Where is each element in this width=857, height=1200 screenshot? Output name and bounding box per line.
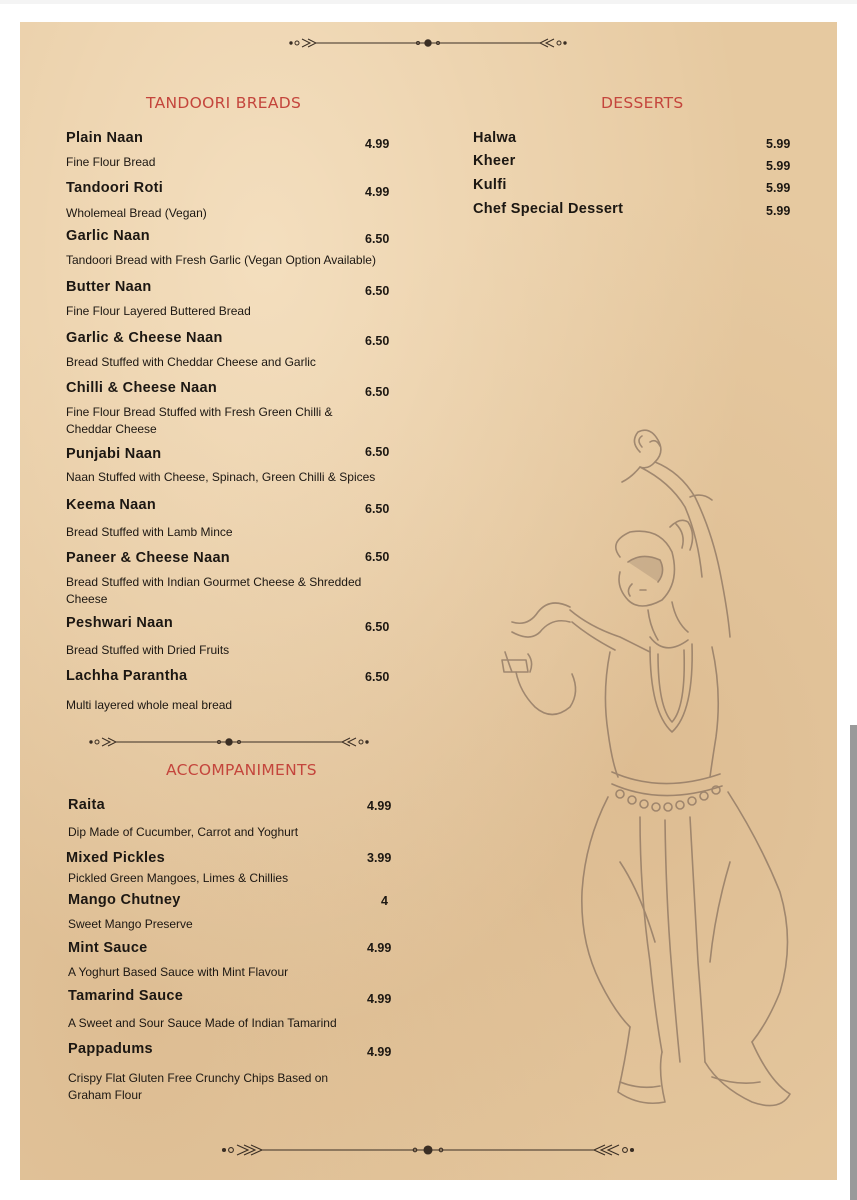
item-name: Chilli & Cheese Naan xyxy=(66,380,218,396)
top-page-edge xyxy=(0,0,857,4)
item-description: Fine Flour Bread xyxy=(66,155,156,169)
item-name: Keema Naan xyxy=(66,497,157,513)
item-price: 5.99 xyxy=(766,181,791,195)
item-price: 6.50 xyxy=(365,334,390,348)
section-title-tandoori-breads: TANDOORI BREADS xyxy=(146,94,302,112)
item-description: Naan Stuffed with Cheese, Spinach, Green Chilli & Spices xyxy=(66,470,376,484)
item-name: Butter Naan xyxy=(66,279,152,295)
item-description: Multi layered whole meal bread xyxy=(66,698,233,712)
item-price: 6.50 xyxy=(365,232,390,246)
section-title-desserts: DESSERTS xyxy=(601,94,684,112)
item-name: Tamarind Sauce xyxy=(68,988,184,1004)
item-price: 5.99 xyxy=(766,137,791,151)
item-description: Crispy Flat Gluten Free Crunchy Chips Based on Graham Flour xyxy=(68,1071,329,1102)
item-price: 4 xyxy=(381,894,388,908)
classical-dancer-illustration xyxy=(490,422,810,1127)
item-description: A Sweet and Sour Sauce Made of Indian Tamarind xyxy=(68,1016,337,1030)
item-price: 4.99 xyxy=(367,941,392,955)
item-price: 4.99 xyxy=(365,137,390,151)
item-description: A Yoghurt Based Sauce with Mint Flavour xyxy=(68,965,289,979)
item-price: 5.99 xyxy=(766,204,791,218)
item-name: Raita xyxy=(68,797,105,813)
item-price: 6.50 xyxy=(365,284,390,298)
item-price: 6.50 xyxy=(365,445,390,459)
item-name: Garlic Naan xyxy=(66,228,150,244)
item-description: Pickled Green Mangoes, Limes & Chillies xyxy=(68,871,289,885)
item-name: Tandoori Roti xyxy=(66,180,164,196)
item-description: Dip Made of Cucumber, Carrot and Yoghurt xyxy=(68,825,299,839)
item-description: Wholemeal Bread (Vegan) xyxy=(66,206,207,220)
item-description: Bread Stuffed with Indian Gourmet Cheese & Shredded Cheese xyxy=(66,575,362,606)
item-price: 6.50 xyxy=(365,550,390,564)
item-price: 6.50 xyxy=(365,670,390,684)
item-name: Mango Chutney xyxy=(68,892,181,908)
item-price: 4.99 xyxy=(367,992,392,1006)
item-price: 6.50 xyxy=(365,620,390,634)
item-description: Bread Stuffed with Dried Fruits xyxy=(66,643,230,657)
item-name: Peshwari Naan xyxy=(66,615,174,631)
item-description: Bread Stuffed with Cheddar Cheese and Garlic xyxy=(66,355,316,369)
item-price: 5.99 xyxy=(766,159,791,173)
item-description: Tandoori Bread with Fresh Garlic (Vegan Option Available) xyxy=(66,253,376,267)
section-title-accompaniments: ACCOMPANIMENTS xyxy=(166,761,317,779)
item-description: Fine Flour Layered Buttered Bread xyxy=(66,304,251,318)
item-description: Sweet Mango Preserve xyxy=(68,917,193,931)
item-name: Pappadums xyxy=(68,1041,153,1057)
item-description: Bread Stuffed with Lamb Mince xyxy=(66,525,233,539)
item-price: 6.50 xyxy=(365,385,390,399)
scrollbar[interactable] xyxy=(850,725,857,1200)
item-price: 4.99 xyxy=(365,185,390,199)
item-name: Lachha Parantha xyxy=(66,668,188,684)
item-price: 3.99 xyxy=(367,851,392,865)
ornamental-divider-icon xyxy=(288,36,568,50)
item-name: Kulfi xyxy=(473,177,507,193)
item-price: 4.99 xyxy=(367,1045,392,1059)
item-name: Halwa xyxy=(473,130,517,146)
item-name: Plain Naan xyxy=(66,130,144,146)
item-name: Chef Special Dessert xyxy=(473,201,624,217)
item-name: Mixed Pickles xyxy=(66,850,166,866)
item-name: Paneer & Cheese Naan xyxy=(66,550,230,566)
item-name: Kheer xyxy=(473,153,516,169)
item-name: Garlic & Cheese Naan xyxy=(66,330,223,346)
item-price: 6.50 xyxy=(365,502,390,516)
menu-page xyxy=(20,22,837,1180)
ornamental-divider-icon xyxy=(220,1142,636,1158)
item-description: Fine Flour Bread Stuffed with Fresh Green Chilli & Cheddar Cheese xyxy=(66,405,333,436)
item-name: Punjabi Naan xyxy=(66,446,162,462)
ornamental-divider-icon xyxy=(88,735,370,749)
item-price: 4.99 xyxy=(367,799,392,813)
item-name: Mint Sauce xyxy=(68,940,148,956)
